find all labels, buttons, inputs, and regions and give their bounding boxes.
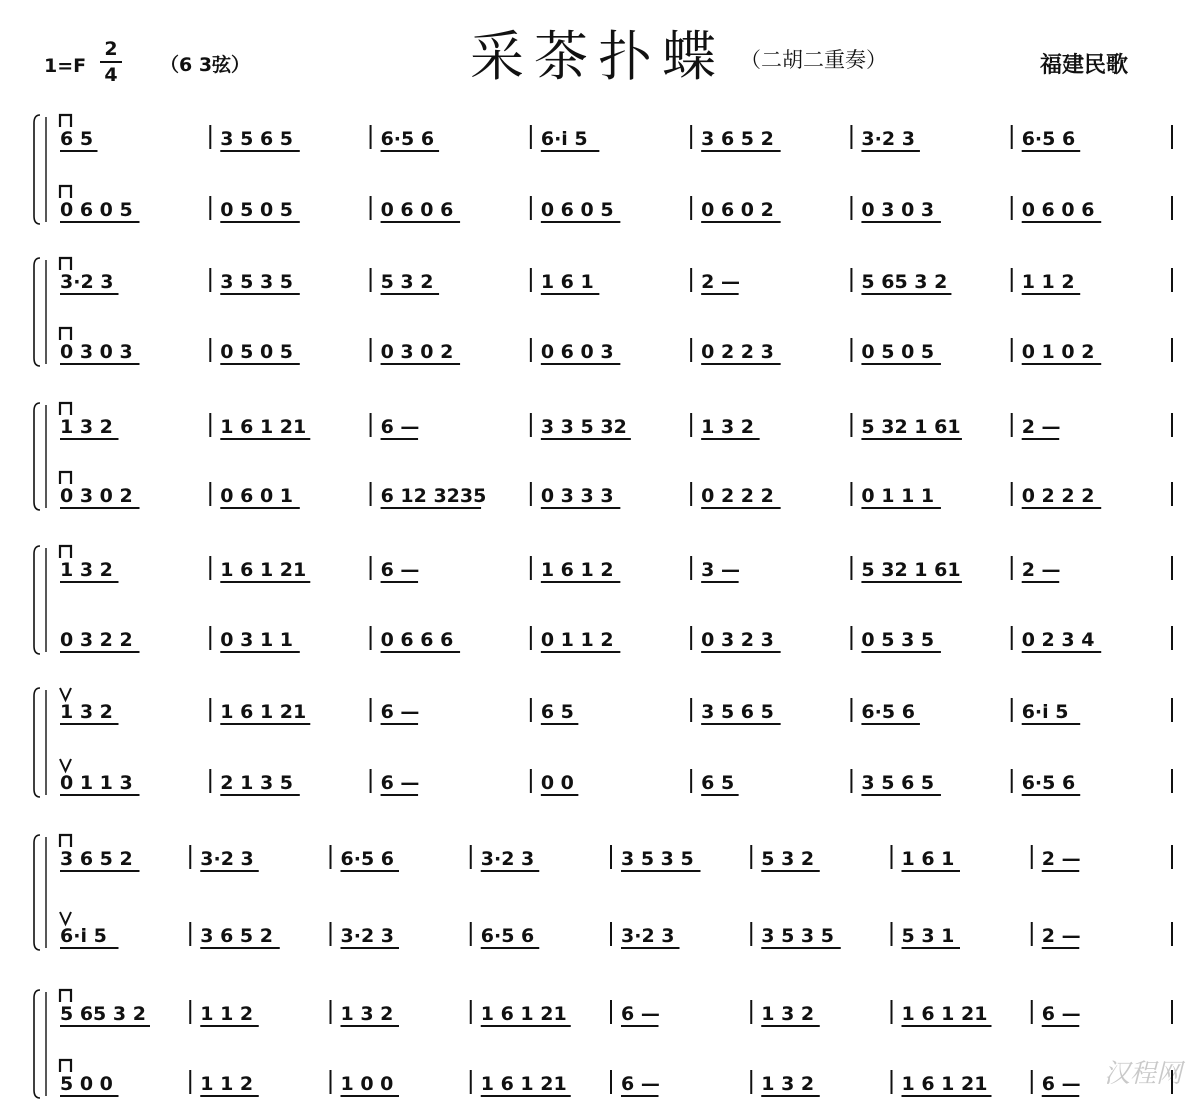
measure-notes: 1 6 1 21 — [480, 1003, 567, 1025]
measure-notes: 3 5 3 5 — [761, 925, 834, 947]
measure-notes: 6 12 3235 — [380, 485, 487, 507]
measure-notes: 3 5 3 5 — [621, 848, 694, 870]
measure-notes: 1 6 1 — [540, 271, 594, 293]
key-signature: 1=F — [44, 55, 87, 77]
measure-notes: 2 — — [1041, 848, 1081, 870]
measure-notes: 0 2 2 3 — [701, 341, 774, 363]
measure-notes: 1 6 1 21 — [901, 1073, 988, 1095]
measure-notes: 6 — — [380, 701, 420, 723]
measure-notes: 1 1 2 — [1021, 271, 1075, 293]
measure-notes: 2 — — [701, 271, 740, 293]
measure-notes: 5 3 2 — [761, 848, 815, 870]
measure-notes: 3 5 6 5 — [701, 701, 774, 723]
measure-notes: 0 5 0 5 — [220, 199, 294, 221]
measure-notes: 1 3 2 — [60, 416, 113, 438]
measure-notes: 6·i 5 — [1021, 701, 1069, 723]
measure-notes: 1 6 1 — [901, 848, 955, 870]
measure-notes: 0 1 1 2 — [540, 629, 614, 651]
system-bracket — [34, 990, 40, 1098]
measure-notes: 3·2 3 — [480, 848, 535, 870]
measure-notes: 0 6 0 2 — [701, 199, 774, 221]
measure-notes: 0 1 0 2 — [1021, 341, 1095, 363]
measure-notes: 3 5 6 5 — [220, 128, 294, 150]
measure-notes: 1 6 1 2 — [540, 559, 614, 581]
measure-notes: 0 6 0 3 — [540, 341, 614, 363]
down-bow-mark — [60, 472, 71, 484]
down-bow-mark — [60, 835, 71, 847]
measure-notes: 6·5 6 — [340, 848, 394, 870]
system-bracket — [34, 835, 40, 950]
measure-notes: 0 6 0 1 — [220, 485, 294, 507]
system-bracket — [34, 258, 40, 366]
measure-notes: 3·2 3 — [200, 848, 254, 870]
system-bracket — [34, 546, 40, 654]
measure-notes: 1 3 2 — [60, 559, 113, 581]
measure-notes: 0 3 2 3 — [701, 629, 774, 651]
measure-notes: 3 — — [701, 559, 740, 581]
measure-notes: 6·i 5 — [540, 128, 588, 150]
measure-notes: 0 1 1 1 — [861, 485, 935, 507]
measure-notes: 6 — — [380, 416, 420, 438]
measure-notes: 6 5 — [60, 128, 94, 150]
measure-notes: 0 6 0 6 — [1021, 199, 1095, 221]
measure-notes: 6 — — [621, 1073, 660, 1095]
measure-notes: 2 — — [1021, 559, 1061, 581]
measure-notes: 2 1 3 5 — [220, 772, 294, 794]
measure-notes: 0 3 0 2 — [60, 485, 133, 507]
measure-notes: 0 2 3 4 — [1021, 629, 1095, 651]
watermark-logo: 汉程网 — [1103, 1059, 1182, 1089]
measure-notes: 1 6 1 21 — [901, 1003, 988, 1025]
measure-notes: 0 3 0 3 — [60, 341, 133, 363]
measure-notes: 1 3 2 — [60, 701, 113, 723]
measure-notes: 6 — — [621, 1003, 660, 1025]
measure-notes: 6 — — [380, 559, 420, 581]
measure-notes: 5 32 1 61 — [861, 559, 961, 581]
measure-notes: 0 5 0 5 — [220, 341, 294, 363]
measure-notes: 1 0 0 — [340, 1073, 394, 1095]
down-bow-mark — [60, 403, 71, 415]
measure-notes: 1 6 1 21 — [220, 559, 307, 581]
system-bracket — [34, 115, 40, 224]
measure-notes: 0 1 1 3 — [60, 772, 133, 794]
measure-notes: 0 2 2 2 — [701, 485, 774, 507]
measure-notes: 5 0 0 — [60, 1073, 113, 1095]
measure-notes: 1 6 1 21 — [220, 701, 307, 723]
measure-notes: 6 — — [1041, 1003, 1081, 1025]
measure-notes: 2 — — [1021, 416, 1061, 438]
measure-notes: 0 6 0 5 — [540, 199, 614, 221]
system-bracket — [34, 403, 40, 510]
measure-notes: 0 6 6 6 — [380, 629, 454, 651]
measure-notes: 6 5 — [540, 701, 574, 723]
measure-notes: 6·5 6 — [861, 701, 915, 723]
measure-notes: 0 3 2 2 — [60, 629, 133, 651]
measure-notes: 0 3 0 3 — [861, 199, 935, 221]
measure-notes: 0 3 3 3 — [540, 485, 614, 507]
measure-notes: 3 6 5 2 — [701, 128, 774, 150]
up-bow-mark — [60, 688, 71, 700]
measure-notes: 3·2 3 — [60, 271, 114, 293]
up-bow-mark — [60, 912, 71, 924]
measure-notes: 5 65 3 2 — [60, 1003, 146, 1025]
measure-notes: 3·2 3 — [861, 128, 915, 150]
system-bracket — [34, 688, 40, 797]
measure-notes: 0 0 — [540, 772, 574, 794]
measure-notes: 5 3 1 — [901, 925, 955, 947]
measure-notes: 3 6 5 2 — [200, 925, 273, 947]
measure-notes: 0 3 0 2 — [380, 341, 454, 363]
down-bow-mark — [60, 990, 71, 1002]
measure-notes: 1 3 2 — [761, 1073, 815, 1095]
measure-notes: 0 3 1 1 — [220, 629, 294, 651]
measure-notes: 6 — — [380, 772, 420, 794]
measure-notes: 5 3 2 — [380, 271, 434, 293]
down-bow-mark — [60, 115, 71, 127]
measure-notes: 1 3 2 — [761, 1003, 815, 1025]
score-subtitle: （二胡二重奏） — [740, 48, 887, 72]
measure-notes: 3·2 3 — [340, 925, 394, 947]
down-bow-mark — [60, 1060, 71, 1072]
time-signature-bottom: 4 — [104, 64, 118, 86]
measure-notes: 0 5 3 5 — [861, 629, 935, 651]
measure-notes: 3 5 3 5 — [220, 271, 294, 293]
down-bow-mark — [60, 258, 71, 270]
down-bow-mark — [60, 328, 71, 340]
measure-notes: 3 5 6 5 — [861, 772, 935, 794]
measure-notes: 6·5 6 — [1021, 128, 1076, 150]
measure-notes: 0 6 0 5 — [60, 199, 133, 221]
measure-notes: 6 — — [1041, 1073, 1081, 1095]
composer-label: 福建民歌 — [1040, 53, 1129, 78]
score-title: 采茶扑蝶 — [470, 25, 726, 88]
measure-notes: 2 — — [1041, 925, 1081, 947]
measure-notes: 5 65 3 2 — [861, 271, 948, 293]
measure-notes: 6·5 6 — [1021, 772, 1076, 794]
measure-notes: 0 5 0 5 — [861, 341, 935, 363]
measure-notes: 0 6 0 6 — [380, 199, 454, 221]
measure-notes: 6 5 — [701, 772, 735, 794]
measure-notes: 3 3 5 32 — [540, 416, 627, 438]
string-tuning: （6 3弦） — [160, 54, 251, 76]
measure-notes: 1 1 2 — [200, 1003, 254, 1025]
time-signature-top: 2 — [104, 38, 118, 60]
measure-notes: 3·2 3 — [621, 925, 675, 947]
measure-notes: 6·5 6 — [480, 925, 535, 947]
measure-notes: 3 6 5 2 — [60, 848, 133, 870]
measure-notes: 0 2 2 2 — [1021, 485, 1095, 507]
measure-notes: 1 3 2 — [701, 416, 755, 438]
measure-notes: 1 3 2 — [340, 1003, 394, 1025]
measure-notes: 5 32 1 61 — [861, 416, 961, 438]
down-bow-mark — [60, 186, 71, 198]
measure-notes: 1 1 2 — [200, 1073, 254, 1095]
measure-notes: 6·5 6 — [380, 128, 435, 150]
measure-notes: 1 6 1 21 — [220, 416, 307, 438]
up-bow-mark — [60, 759, 71, 771]
measure-notes: 1 6 1 21 — [480, 1073, 567, 1095]
down-bow-mark — [60, 546, 71, 558]
measure-notes: 6·i 5 — [60, 925, 107, 947]
